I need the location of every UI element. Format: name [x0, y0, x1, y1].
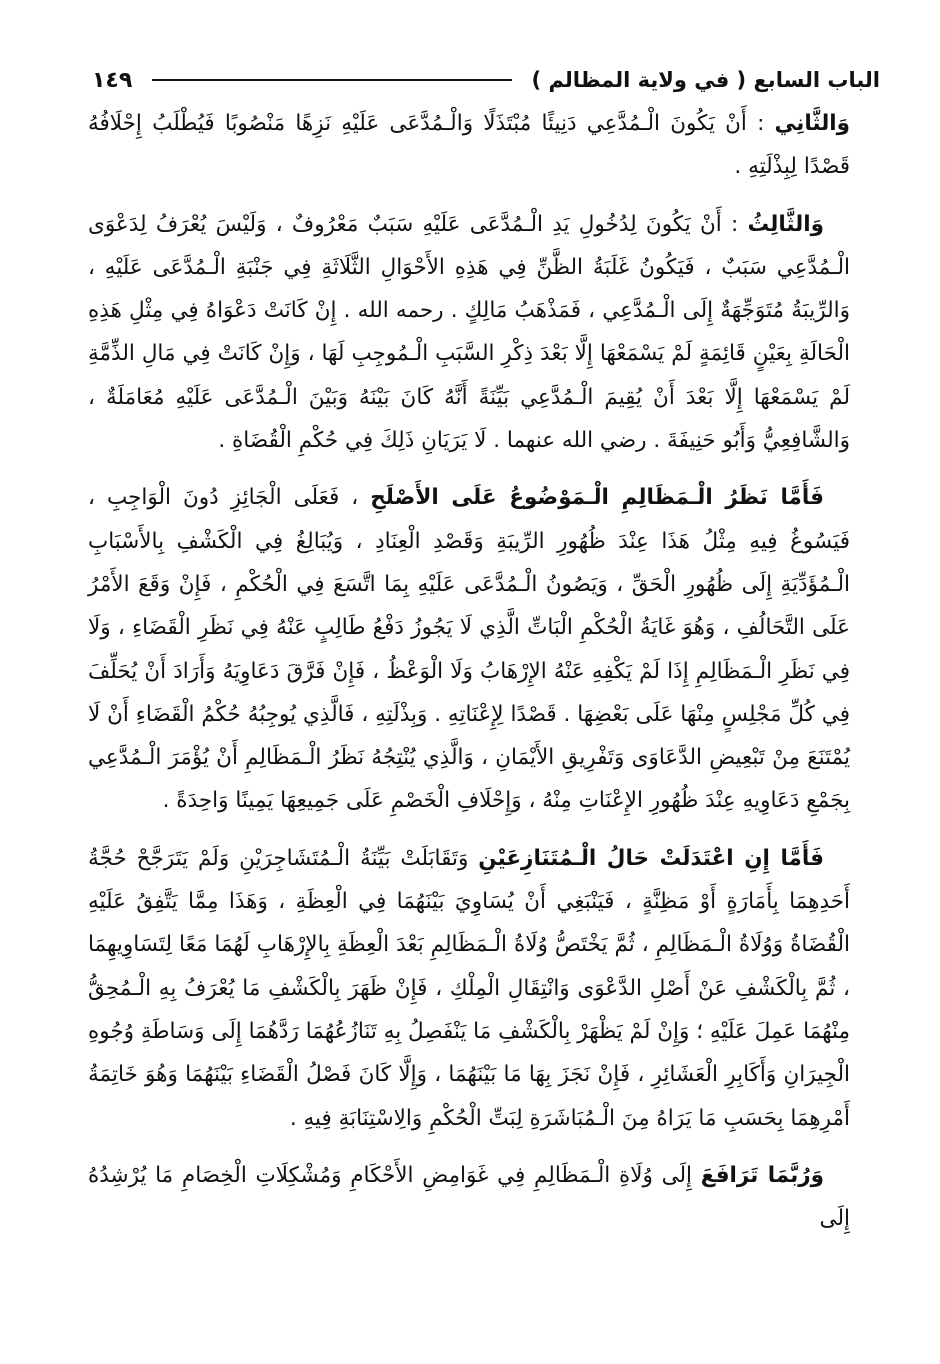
body-text — [88, 102, 850, 1254]
paragraph-lead: وَالثَّالِثُ — [747, 211, 824, 237]
paragraph-text: وَتَقَابَلَتْ بَيِّنَةُ الْـمُتَشَاجِرَيْنِ وَلَمْ يَتَرَجَّحْ حُجَّةُ أَحَدِهِمَا بِأَمَارَةٍ أَوْ مَظِنَّةٍ ، فَيَنْبَغِي أَنْ يُسَاوِيَ بَيْنَهُمَا فِي الْعِظَةِ ، وَهَذَا مِمَّا يَتَّفِقُ عَلَيْهِ الْقُضَاةُ وَوُلَاةُ الْـمَظَالِمِ ، ثُمَّ يَخْتَصُّ وُلَاةُ الْـمَظَالِمِ بَعْدَ الْعِظَةِ بِالإِرْهَابِ لَهُمَا مَعًا لِتَسَاوِيهِمَا ، ثُمَّ بِالْكَشْفِ عَنْ أَصْلِ الدَّعْوَى وَانْتِقَالِ الْمِلْكِ ، فَإِنْ ظَهَرَ بِالْكَشْفِ مَا يُعْرَفُ بِهِ الْـمُحِقُّ مِنْهُمَا عَمِلَ عَلَيْهِ ؛ وَإِنْ لَمْ يَظْهَرْ بِالْكَشْفِ مَا يَنْفَصِلُ بِهِ تَنَازُعُهُمَا رَدَّهُمَا إِلَى وَسَاطَةِ وُجُوهِ الْجِيرَانِ وَأَكَابِرِ الْعَشَائِرِ ، فَإِنْ نَجَزَ بِهَا مَا بَيْنَهُمَا ، وَإِلَّا كَانَ فَصْلُ الْقَضَاءِ بَيْنَهُمَا وَهُوَ خَاتِمَةُ أَمْرِهِمَا بِحَسَبِ مَا يَرَاهُ مِنَ الْـمُبَاشَرَةِ لِبَتِّ الْحُكْمِ وَالِاسْتِنَابَةِ فِيهِ . — [88, 845, 850, 1131]
paragraph — [88, 203, 850, 463]
paragraph — [88, 1154, 850, 1241]
page-number: ١٤٩ — [92, 67, 133, 93]
header-rule — [152, 79, 511, 81]
paragraph-text: : أَنْ يَكُونَ لِدُخُولِ يَدِ الْـمُدَّعَى عَلَيْهِ سَبَبٌ مَعْرُوفٌ ، وَلَيْسَ يُعْرَفُ لِدَعْوَى الْـمُدَّعِي سَبَبٌ ، فَيَكُونُ غَلَبَةُ الظَّنِّ فِي هَذِهِ الأَحْوَالِ الثَّلَاثَةِ فِي جَنْبَةِ الْـمُدَّعَى عَلَيْهِ ، وَالرِّيبَةُ مُتَوَجِّهَةٌ إِلَى الْـمُدَّعِي ، فَمَذْهَبُ مَالِكٍ . رحمه الله . إِنْ كَانَتْ دَعْوَاهُ فِي مِثْلِ هَذِهِ الْحَالَةِ بِعَيْنٍ قَائِمَةٍ لَمْ يَسْمَعْهَا إِلَّا بَعْدَ ذِكْرِ السَّبَبِ الْـمُوجِبِ لَهَا ، وَإِنْ كَانَتْ فِي مَالِ الذِّمَّةِ لَمْ يَسْمَعْهَا إِلَّا بَعْدَ أَنْ يُقِيمَ الْـمُدَّعِي بَيِّنَةً أَنَّهُ كَانَ بَيْنَهُ وَبَيْنَ الْـمُدَّعَى عَلَيْهِ مُعَامَلَةٌ ، وَالشَّافِعِيُّ وَأَبُو حَنِيفَةَ . رضي الله عنهما . لَا يَرَيَانِ ذَلِكَ فِي حُكْمِ الْقُضَاةِ . — [88, 211, 850, 454]
paragraph-text: : أَنْ يَكُونَ الْـمُدَّعِي دَنِيئًا مُبْتَذَلًا وَالْـمُدَّعَى عَلَيْهِ نَزِهًا مَنْصُوبًا فَيُطْلَبُ إِحْلَافُهُ قَصْدًا لِبِذْلَتِهِ . — [88, 111, 850, 180]
paragraph — [88, 476, 850, 822]
paragraph-lead: وَالثَّانِي — [774, 111, 850, 136]
paragraph — [88, 837, 850, 1140]
paragraph-text: ، فَعَلَى الْجَائِزِ دُونَ الْوَاجِبِ ، فَيَسُوغُ فِيهِ مِثْلُ هَذَا عِنْدَ ظُهُورِ الرِّيبَةِ وَقَصْدِ الْعِنَادِ ، وَيُبَالِغُ فِي الْكَشْفِ بِالأَسْبَابِ الْـمُؤَدِّيَةِ إِلَى ظُهُورِ الْحَقِّ ، وَيَصُونُ الْـمُدَّعَى عَلَيْهِ بِمَا اتَّسَعَ فِي الْحُكْمِ ، فَإِنْ وَقَعَ الأَمْرُ عَلَى التَّحَالُفِ ، وَهُوَ غَايَةُ الْحُكْمِ الْبَاتِّ الَّذِي لَا يَجُوزُ دَفْعُ طَالِبٍ عَنْهُ فِي نَظَرِ الْقَضَاءِ ، وَلَا فِي نَظَرِ الْـمَظَالِمِ إِذَا لَمْ يَكْفِهِ عَنْهُ الإِرْهَابُ وَلَا الْوَعْظُ ، فَإِنْ فَرَّقَ دَعَاوِيَهُ وَأَرَادَ أَنْ يُحَلِّفَ فِي كُلِّ مَجْلِسٍ مِنْهَا عَلَى بَعْضِهَا . قَصْدًا لِإِعْنَاتِهِ . وَبِذْلَتِهِ ، فَالَّذِي يُوجِبُهُ حُكْمُ الْقَضَاءِ أَنْ لَا يُمْتَنَعَ مِنْ تَبْعِيضِ الدَّعَاوَى وَتَفْرِيقِ الأَيْمَانِ ، وَالَّذِي يُنْتِجُهُ نَظَرُ الْـمَظَالِمِ أَنْ يُؤْمَرَ الْـمُدَّعِي بِجَمْعِ دَعَاوِيهِ عِنْدَ ظُهُورِ الإِعْنَاتِ مِنْهُ ، وَإِحْلَافِ الْخَصْمِ عَلَى جَمِيعِهَا يَمِينًا وَاحِدَةً . — [88, 485, 850, 814]
paragraph — [88, 102, 850, 189]
paragraph-text: إِلَى وُلَاةِ الْـمَظَالِمِ فِي غَوَامِضِ الأَحْكَامِ وَمُشْكِلَاتِ الْخِصَامِ مَا يُرْشِدُهُ إِلَى — [88, 1162, 850, 1232]
paragraph-lead: وَرُبَّمَا تَرَافَعَ — [700, 1162, 825, 1188]
paragraph-lead: فَأَمَّا نَظَرُ الْـمَظَالِمِ الْـمَوْضُوعُ عَلَى الأَصْلَحِ — [370, 485, 824, 511]
paragraph-lead: فَأَمَّا إِنِ اعْتَدَلَتْ حَالُ الْـمُتَنَازِعَيْنِ — [478, 845, 824, 871]
running-header — [92, 60, 880, 100]
chapter-title: الباب السابع ( في ولاية المظالم ) — [531, 68, 880, 92]
